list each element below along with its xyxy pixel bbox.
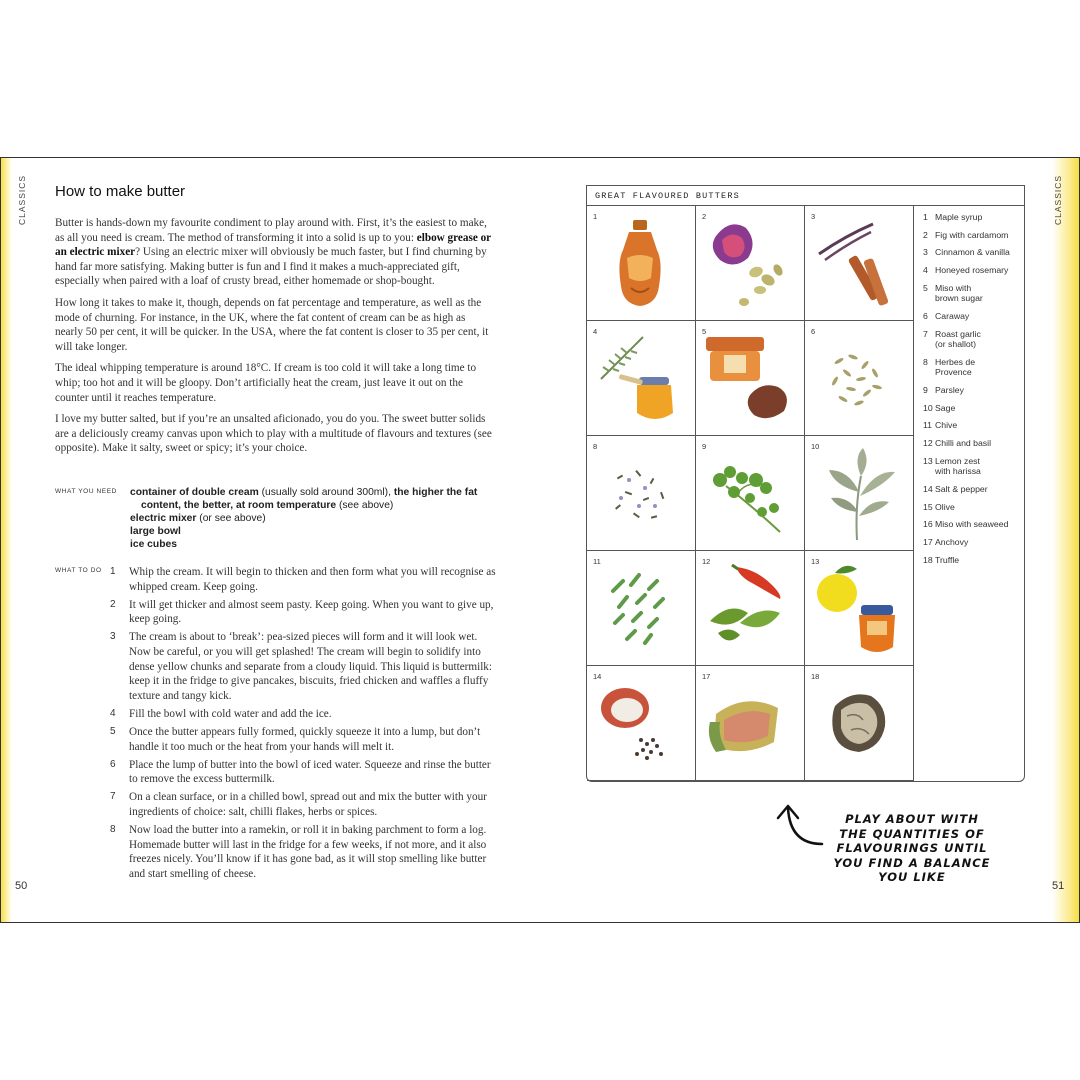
anchovy-tin-icon <box>696 666 805 781</box>
step-2: 2 It will get thicker and almost seem pasty. Keep going. When you want to give up, keep going. <box>110 598 494 626</box>
left-page-edge <box>0 158 12 922</box>
table-title: GREAT FLAVOURED BUTTERS <box>587 186 1024 206</box>
cell-12: 12 <box>696 551 805 666</box>
parsley-icon <box>696 436 805 551</box>
step-4: 4 Fill the bowl with cold water and add the ice. <box>110 707 332 720</box>
step-7: 7 On a clean surface, or in a chilled bowl, spread out and mix the butter with your ingredients of choice: salt, chilli flakes, herbs or spices. <box>110 791 487 818</box>
paragraph-2: How long it takes to make it, though, depends on fat percentage and temperature, as well as the mode of churning. For instance, in the UK, where the fat content of cream can be as high as nearly 50 per cent, it will be quicker. In the USA, where the fat content is closer to 35 per cent, it will take longer. <box>55 296 489 353</box>
ingredient-cream: container of double cream (usually sold around 300ml), the higher the fat <box>130 487 478 498</box>
legend-item: 15 Olive <box>923 501 955 512</box>
step-6: 6 Place the lump of butter into the bowl of iced water. Squeeze and rinse the butter to remove the excess buttermilk. <box>110 758 491 786</box>
cell-18: 18 <box>805 666 914 781</box>
left-page-number: 50 <box>15 880 28 892</box>
ingredient-cream-cont: content, the better, at room temperature (see above) <box>141 500 394 511</box>
cell-2: 2 <box>696 206 805 321</box>
flavour-legend <box>923 212 1023 572</box>
paragraph-1: Butter is hands-down my favourite condiment to play around with. First, it’s the easiest to make, as all you need is cream. The method of transforming it into a solid is up to you: elbow grease or an electric mixer? Using an electric mixer will obviously be much faster, but I find churning by hand far more satisfying. Making butter is fun and I find it makes a much-appreciated gift, especially when paired with a loaf of crusty bread, either homemade or shop-bought. <box>55 217 491 288</box>
step-3: 3 The cream is about to ‘break’: pea-sized pieces will form and it will look wet. Now be careful, or you will get splashed! The cream will begin to solidify into dense yellow chunks and separate from a cloudy liquid. This liquid is buttermilk: keep it in the fridge to give pancakes, biscuits, fried chicken and waffles a fluffy texture and tangy kick. <box>110 631 493 702</box>
salt-pepper-icon <box>587 666 696 781</box>
legend-item: 14 Salt & pepper <box>923 483 988 494</box>
legend-item: 4 Honeyed rosemary <box>923 265 1009 276</box>
herbes-de-provence-icon <box>587 436 696 551</box>
legend-item: 2 Fig with cardamom <box>923 229 1009 240</box>
ingredient-ice: ice cubes <box>130 539 177 550</box>
ingredient-mixer: electric mixer (or see above) <box>130 513 266 524</box>
legend-item: 7 Roast garlic (or shallot) <box>923 328 981 350</box>
what-to-do-label: WHAT TO DO <box>55 567 102 574</box>
lemon-harissa-icon <box>805 551 914 666</box>
cell-10: 10 <box>805 436 914 551</box>
cell-8: 8 <box>587 436 696 551</box>
caraway-seeds-icon <box>805 321 914 436</box>
page-title: How to make butter <box>55 183 186 200</box>
handwritten-note: PLAY ABOUT WITH THE QUANTITIES OF FLAVOURINGS UNTIL YOU FIND A BALANCE YOU LIKE <box>833 812 991 884</box>
legend-item: 9 Parsley <box>923 385 964 395</box>
step-1: 1 Whip the cream. It will begin to thicken and then form what you will recognise as whipped cream. Keep going. <box>110 566 496 593</box>
honey-rosemary-icon <box>587 321 696 436</box>
step-5: 5 Once the butter appears fully formed, quickly squeeze it into a lump, but don’t handle it too much or the heat from your hands will melt it. <box>110 725 481 753</box>
what-you-need-label: WHAT YOU NEED <box>55 488 117 495</box>
legend-item: 13 Lemon zest with harissa <box>923 455 981 477</box>
legend-item: 12 Chilli and basil <box>923 438 992 449</box>
legend-item: 3 Cinnamon & vanilla <box>923 247 1010 258</box>
ingredient-list <box>130 486 495 551</box>
legend-item: 18 Truffle <box>923 554 960 565</box>
cinnamon-vanilla-icon <box>805 206 914 321</box>
cell-3: 3 <box>805 206 914 321</box>
truffle-icon <box>805 666 914 781</box>
chilli-basil-icon <box>696 551 805 666</box>
right-page-number: 51 <box>1052 880 1065 892</box>
left-section-label: CLASSICS <box>17 174 27 225</box>
cell-11: 11 <box>587 551 696 666</box>
paragraph-4: I love my butter salted, but if you’re an unsalted aficionado, you do you. The sweet butter solids are a deliciously creamy canvas upon which to play with a multitude of flavours and textures (see opposite). Make it salty, sweet or spicy; it’s your choice. <box>55 413 492 455</box>
legend-item: 1 Maple syrup <box>923 212 983 222</box>
legend-item: 16 Miso with seaweed <box>923 519 1009 530</box>
cell-13: 13 <box>805 551 914 666</box>
step-8: 8 Now load the butter into a ramekin, or roll it in baking parchment to form a log. Homemade butter will last in the fridge for a few weeks, if not more, and it also freezes nicely. You’ll know if it has gone bad, as it will stop smelling like butter and start smelling of cheese. <box>110 824 487 880</box>
method-steps <box>110 565 500 885</box>
cell-1: 1 <box>587 206 696 321</box>
paragraph-3: The ideal whipping temperature is around 18°C. If cream is too cold it will take a long time to whip; too hot and it will be gloopy. Don’t artificially heat the cream, just leave it out on the counter until it reaches temperature. <box>55 362 477 404</box>
intro-text <box>55 216 495 463</box>
curved-arrow-icon <box>770 800 830 850</box>
cell-5: 5 <box>696 321 805 436</box>
cell-9: 9 <box>696 436 805 551</box>
fig-cardamom-icon <box>696 206 805 321</box>
maple-syrup-bottle-icon <box>587 206 696 321</box>
cell-17: 17 <box>696 666 805 781</box>
legend-item: 6 Caraway <box>923 310 970 321</box>
legend-item: 5 Miso with brown sugar <box>923 282 983 304</box>
legend-item: 10 Sage <box>923 402 956 413</box>
legend-item: 11 Chive <box>923 420 958 431</box>
cell-14: 14 <box>587 666 696 781</box>
cell-4: 4 <box>587 321 696 436</box>
miso-jar-icon <box>696 321 805 436</box>
cell-6: 6 <box>805 321 914 436</box>
ingredient-bowl: large bowl <box>130 526 181 537</box>
legend-item: 8 Herbes de Provence <box>923 356 976 378</box>
legend-item: 17 Anchovy <box>923 537 969 547</box>
right-page-edge <box>1052 158 1080 922</box>
right-section-label: CLASSICS <box>1053 174 1063 225</box>
chive-icon <box>587 551 696 666</box>
sage-icon <box>805 436 914 551</box>
